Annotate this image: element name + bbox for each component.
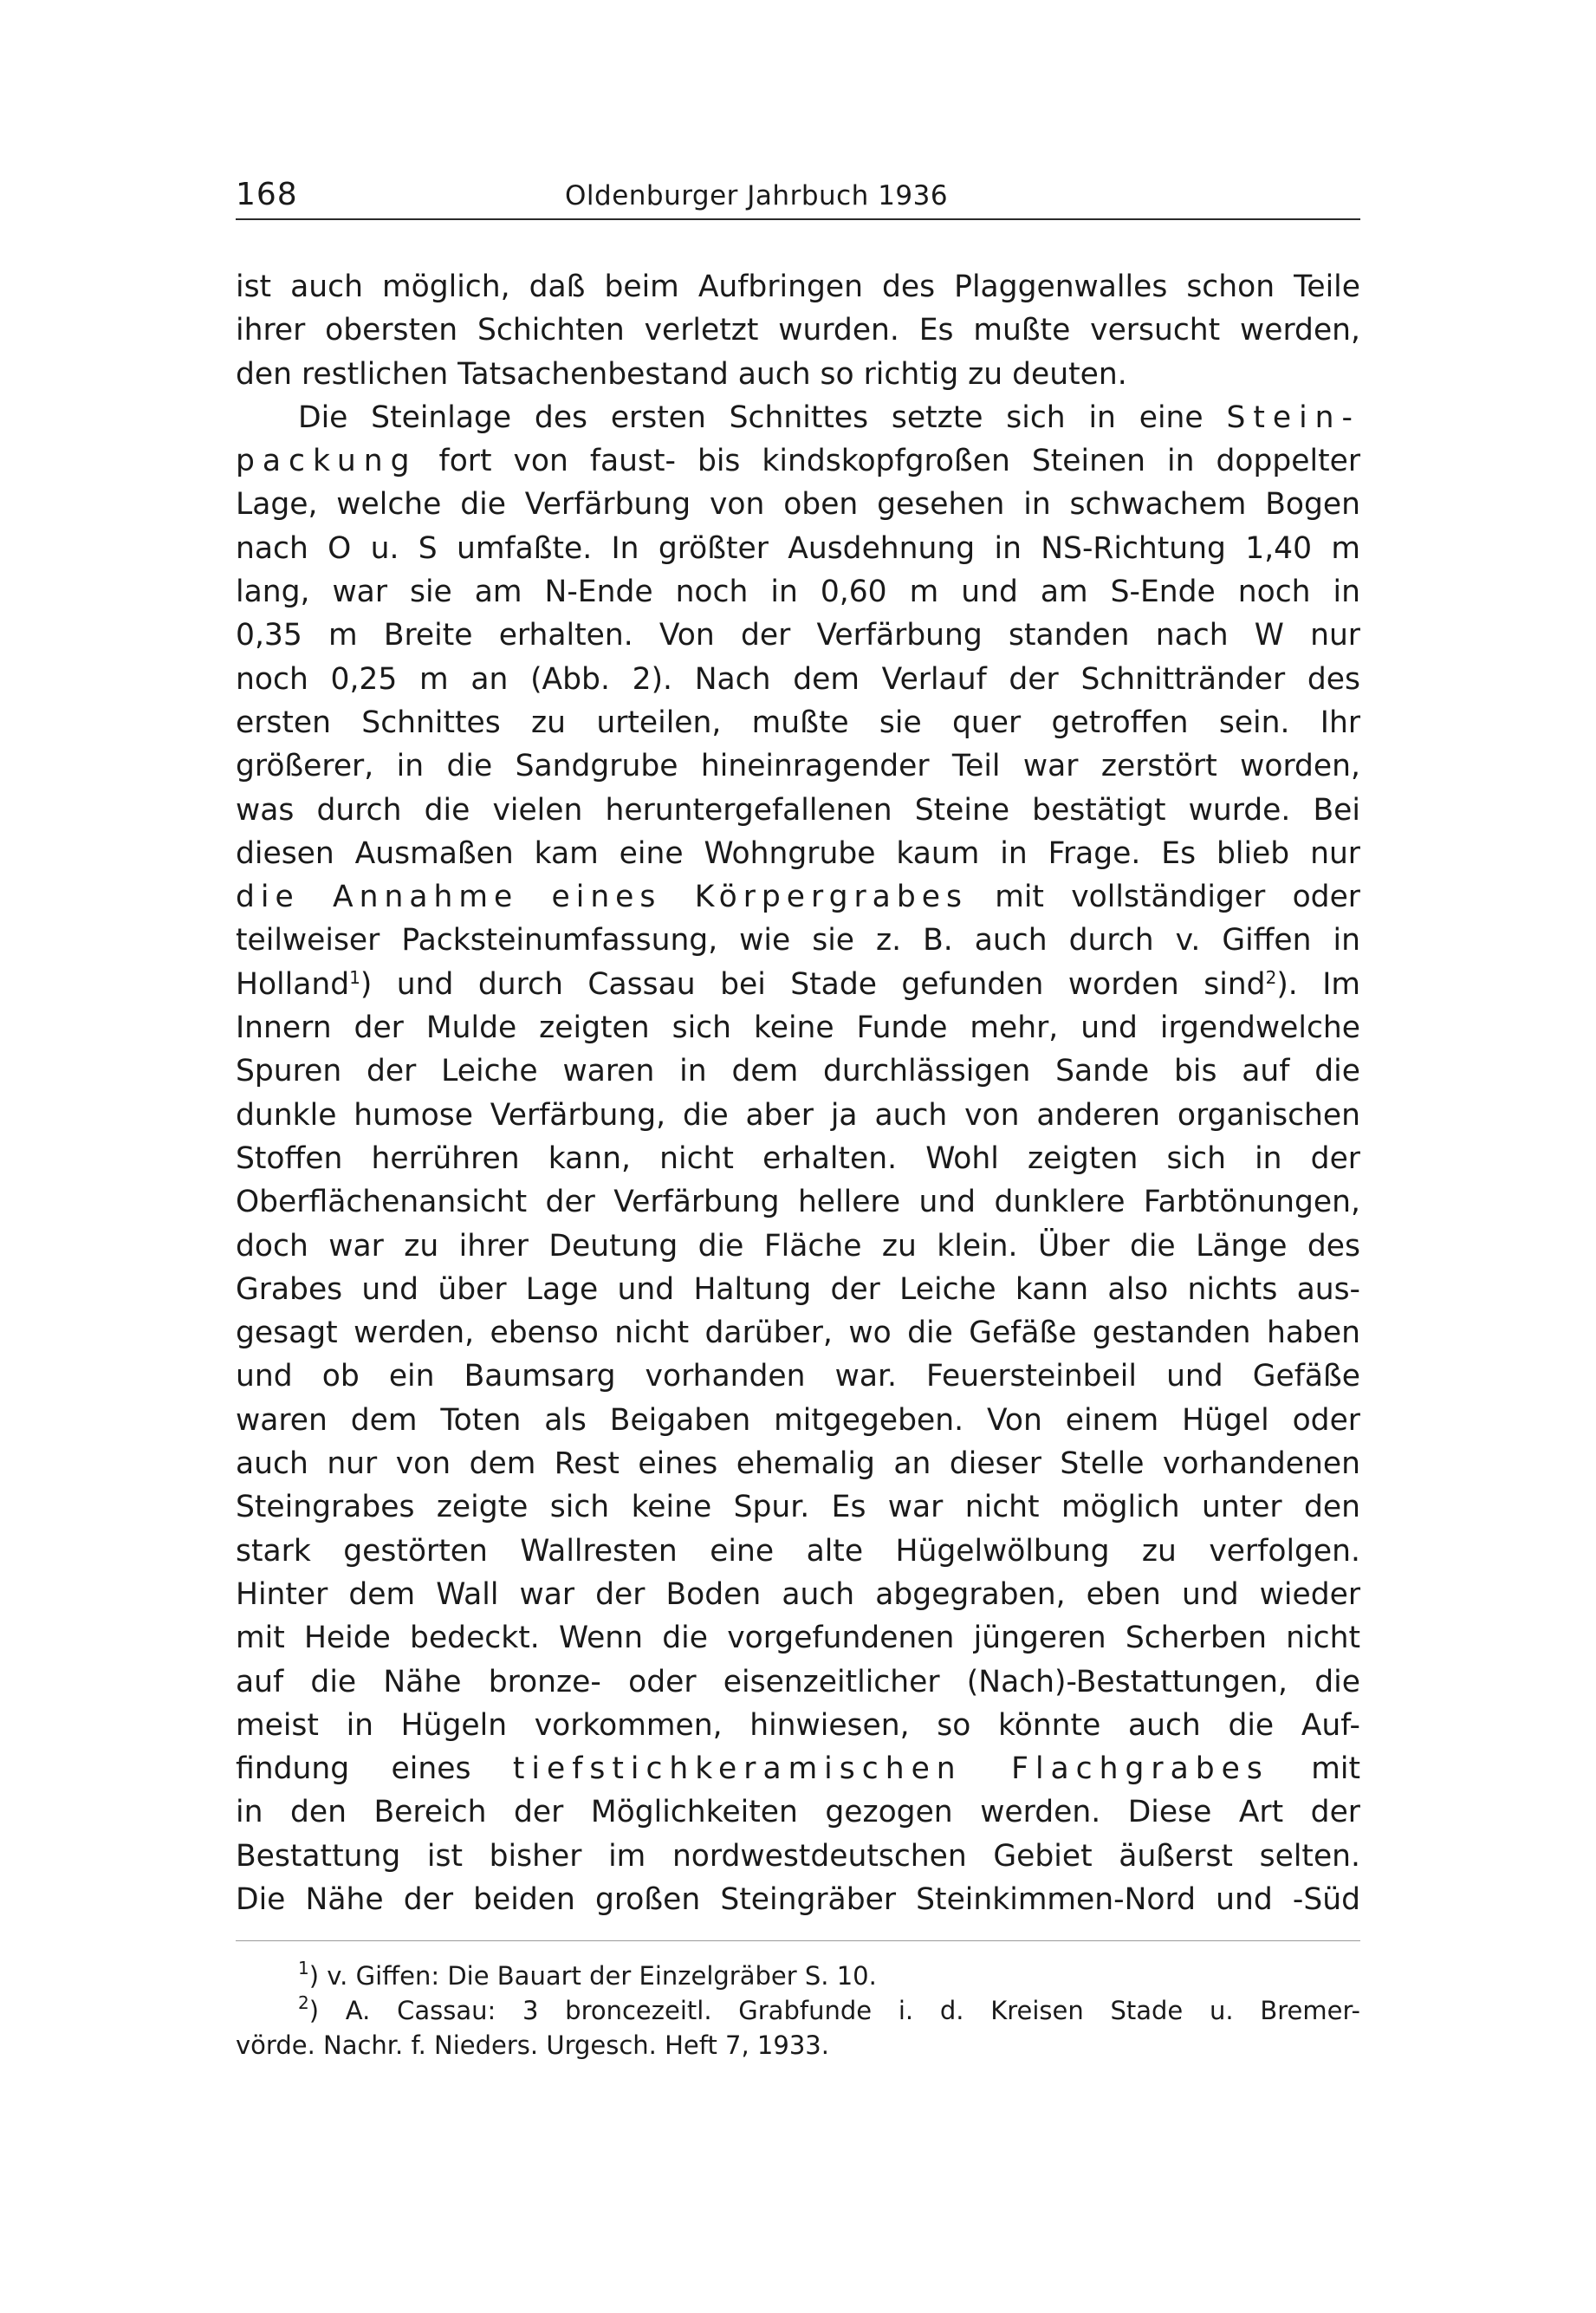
text-line: ersten Schnittes zu urteilen, mußte sie quer getroffen sein. Ihr bbox=[236, 705, 1360, 740]
text-line bbox=[236, 963, 1360, 1006]
text-line: auch nur von dem Rest eines ehemalig an dieser Stelle vorhandenen bbox=[236, 1446, 1360, 1482]
text-line: in den Bereich der Möglichkeiten gezogen werden. Diese Art der bbox=[236, 1795, 1360, 1830]
text-line: Innern der Mulde zeigten sich keine Funde mehr, und irgendwelche bbox=[236, 1010, 1360, 1046]
text-segment: findung eines bbox=[236, 1751, 471, 1787]
text-line: Stoffen herrühren kann, nicht erhalten. Wohl zeigten sich in der bbox=[236, 1140, 1360, 1176]
text-line: ihrer obersten Schichten verletzt wurden. Es mußte versucht werden, bbox=[236, 313, 1360, 348]
text-line bbox=[236, 875, 1360, 919]
text-line: gesagt werden, ebenso nicht darüber, wo die Gefäße gestanden haben bbox=[236, 1316, 1360, 1351]
text-line: Hinter dem Wall war der Boden auch abgegraben, eben und wieder bbox=[236, 1576, 1360, 1612]
text-line: 0,35 m Breite erhalten. Von der Verfärbung standen nach W nur bbox=[236, 618, 1360, 653]
text-line: Die Nähe der beiden großen Steingräber Steinkimmen-Nord und -Süd bbox=[236, 1881, 1360, 1917]
body-text bbox=[236, 265, 1360, 1921]
text-line: den restlichen Tatsachenbestand auch so richtig zu deuten. bbox=[236, 356, 1127, 392]
text-line: teilweiser Packsteinumfassung, wie sie z. B. auch durch v. Giffen in bbox=[236, 923, 1360, 958]
footnote-1 bbox=[236, 1959, 1360, 1993]
footnote-ref[interactable]: 2 bbox=[1265, 966, 1277, 988]
page-number: 168 bbox=[236, 177, 298, 212]
text-line: Steingrabes zeigte sich keine Spur. Es war nicht möglich unter den bbox=[236, 1490, 1360, 1525]
footnote-text: ) v. Giffen: Die Bauart der Einzelgräber S. 10. bbox=[308, 1961, 877, 1991]
footnotes bbox=[236, 1959, 1360, 2063]
text-line: lang, war sie am N-Ende noch in 0,60 m und am S-Ende noch in bbox=[236, 575, 1360, 610]
text-line bbox=[236, 1747, 1360, 1790]
footnote-text: ) A. Cassau: 3 broncezeitl. Grabfunde i. d. Kreisen Stade u. Bremer- bbox=[308, 1996, 1360, 2026]
text-line: noch 0,25 m an (Abb. 2). Nach dem Verlauf der Schnittränder des bbox=[236, 661, 1360, 697]
footnote-2-continued: vörde. Nachr. f. Nieders. Urgesch. Heft 7, 1933. bbox=[236, 2030, 829, 2061]
spaced-term: Stein- bbox=[1226, 400, 1360, 435]
spaced-term: packung bbox=[236, 444, 418, 479]
spaced-term: tiefstichkeramischen Flachgrabes bbox=[512, 1751, 1269, 1787]
text-line: dunkle humose Verfärbung, die aber ja auch von anderen organischen bbox=[236, 1097, 1360, 1133]
text-line: Spuren der Leiche waren in dem durchlässigen Sande bis auf die bbox=[236, 1054, 1360, 1089]
text-line bbox=[236, 396, 1360, 439]
text-line: meist in Hügeln vorkommen, hinwiesen, so könnte auch die Auf- bbox=[236, 1707, 1360, 1743]
text-segment: Die Steinlage des ersten Schnittes setzte sich in eine bbox=[298, 400, 1203, 435]
text-line: waren dem Toten als Beigaben mitgegeben. Von einem Hügel oder bbox=[236, 1402, 1360, 1438]
text-segment: Holland bbox=[236, 966, 350, 1002]
text-line: stark gestörten Wallresten eine alte Hügelwölbung zu verfolgen. bbox=[236, 1533, 1360, 1569]
text-line: und ob ein Baumsarg vorhanden war. Feuersteinbeil und Gefäße bbox=[236, 1359, 1360, 1394]
text-line: nach O u. S umfaßte. In größter Ausdehnung in NS-Richtung 1,40 m bbox=[236, 530, 1360, 566]
text-line: Grabes und über Lage und Haltung der Leiche kann also nichts aus- bbox=[236, 1271, 1360, 1307]
text-line: diesen Ausmaßen kam eine Wohngrube kaum in Frage. Es blieb nur bbox=[236, 835, 1360, 871]
text-line: größerer, in die Sandgrube hineinragender Teil war zerstört worden, bbox=[236, 749, 1360, 784]
text-line: was durch die vielen heruntergefallenen Steine bestätigt wurde. Bei bbox=[236, 792, 1360, 828]
text-segment: mit vollständiger oder bbox=[995, 880, 1360, 915]
text-line: auf die Nähe bronze- oder eisenzeitlicher (Nach)-Bestattungen, die bbox=[236, 1664, 1360, 1699]
running-title: Oldenburger Jahrbuch 1936 bbox=[565, 180, 949, 211]
running-head bbox=[236, 170, 1360, 220]
text-line: doch war zu ihrer Deutung die Fläche zu klein. Über die Länge des bbox=[236, 1228, 1360, 1264]
page bbox=[236, 170, 1360, 2063]
text-line: mit Heide bedeckt. Wenn die vorgefundenen jüngeren Scherben nicht bbox=[236, 1621, 1360, 1656]
footnote-divider bbox=[236, 1940, 1360, 1941]
text-line: Bestattung ist bisher im nordwestdeutschen Gebiet äußerst selten. bbox=[236, 1838, 1360, 1874]
text-segment: mit bbox=[1311, 1751, 1360, 1787]
text-line: Oberflächenansicht der Verfärbung hellere und dunklere Farbtönungen, bbox=[236, 1185, 1360, 1220]
text-line: ist auch möglich, daß beim Aufbringen des Plaggenwalles schon Teile bbox=[236, 270, 1360, 304]
text-segment: ). Im bbox=[1276, 966, 1360, 1002]
text-line bbox=[236, 439, 1360, 483]
footnote-mark: 1 bbox=[298, 1958, 309, 1979]
text-line: Lage, welche die Verfärbung von oben gesehen in schwachem Bogen bbox=[236, 487, 1360, 523]
footnote-ref[interactable]: 1 bbox=[349, 966, 360, 988]
text-segment: ) und durch Cassau bei Stade gefunden worden sind bbox=[360, 966, 1266, 1002]
spaced-term: die Annahme eines Körpergrabes bbox=[236, 880, 968, 915]
text-segment: fort von faust- bis kindskopfgroßen Steinen in doppelter bbox=[438, 444, 1360, 479]
footnote-mark: 2 bbox=[298, 1992, 309, 2014]
footnote-2 bbox=[236, 1993, 1360, 2028]
